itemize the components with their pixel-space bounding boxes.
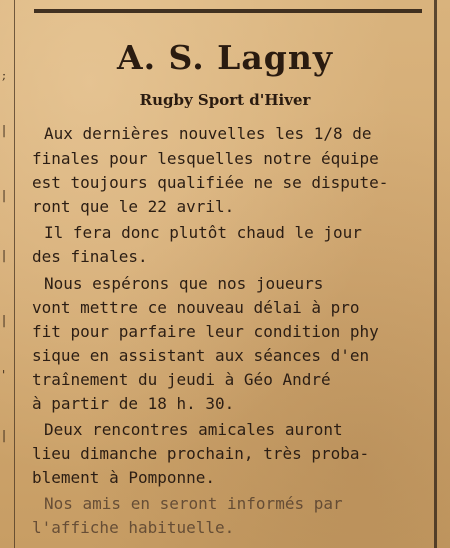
article-text-line: lieu dimanche prochain, très proba-	[32, 444, 370, 463]
article-text-line: Nous espérons que nos joueurs	[44, 274, 324, 293]
article-text-line: sique en assistant aux séances d'en	[32, 346, 370, 365]
article-text-line: Aux dernières nouvelles les 1/8 de	[44, 124, 372, 143]
article-text-line: des finales.	[32, 247, 148, 266]
article-text-line: Nos amis en seront informés par	[44, 494, 343, 513]
article-text-line: Il fera donc plutôt chaud le jour	[44, 223, 362, 242]
article-text-line: à partir de 18 h. 30.	[32, 394, 235, 413]
column-rule-right	[434, 0, 437, 548]
column-rule-left	[14, 0, 15, 548]
article-text-line: vont mettre ce nouveau délai à pro	[32, 298, 360, 317]
article-text-line: est toujours qualifiée ne se dispute-	[32, 173, 389, 192]
article-title: A. S. Lagny	[116, 38, 334, 77]
article-text-line: finales pour lesquelles notre équipe	[32, 149, 379, 168]
article-subtitle: Rugby Sport d'Hiver	[139, 91, 311, 109]
article-text-line: blement à Pomponne.	[32, 468, 216, 487]
article-text-line: traînement du jeudi à Géo André	[32, 370, 331, 389]
adjacent-column-fragment: ; | | | | ' |	[2, 68, 7, 442]
headline-rule	[34, 9, 422, 13]
article-text-line: fit pour parfaire leur condition phy	[32, 322, 379, 341]
article-text-line: Deux rencontres amicales auront	[44, 420, 343, 439]
article-text-line: ront que le 22 avril.	[32, 197, 235, 216]
article-text-line: l'affiche habituelle.	[32, 518, 235, 537]
